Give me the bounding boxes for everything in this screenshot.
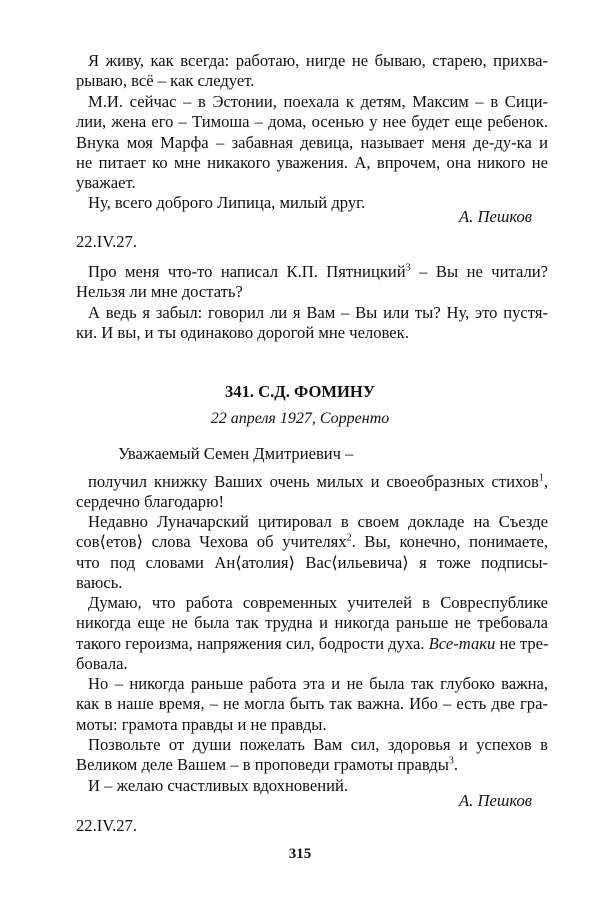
text-line: Но – никогда раньше работа эта и не была так глубоко важна,	[88, 674, 548, 693]
paragraph	[76, 735, 548, 776]
text-line: Позвольте от души пожелать Вам сил, здоровья и успехов в	[88, 735, 548, 754]
text-line: Нельзя ли мне достать?	[76, 282, 243, 302]
text-line: лии, жена его – Тимоша – дома, осенью у нее будет еще ребенок.	[76, 112, 548, 132]
text-line: никогда еще не была так трудна и никогда раньше не требовала	[76, 613, 548, 633]
text-line: как в наше время, – не могла быть так важна. Ибо – есть две гра-	[76, 694, 548, 714]
text-line: уважает.	[76, 173, 136, 193]
paragraph	[76, 593, 548, 674]
footnote-marker: 1	[538, 472, 544, 484]
text-line	[76, 472, 548, 492]
text-line: бовала.	[76, 653, 128, 673]
letter-date: 22.IV.27.	[76, 816, 138, 835]
page-number: 315	[288, 846, 312, 862]
postscript	[76, 303, 548, 344]
footnote-marker: 2	[346, 532, 352, 544]
text-line: Недавно Луначарский цитировал в своем докладе на Съезде	[88, 512, 548, 531]
signature: А. Пешков	[459, 207, 532, 226]
text-fragment: получил книжку Ваших очень милых и своеобразных стихов	[88, 472, 539, 491]
text-fragment: ,	[543, 472, 548, 491]
text-line: Я живу, как всегда: работаю, нигде не бываю, старею, прихва-	[88, 51, 548, 70]
paragraph	[76, 512, 548, 593]
text-fragment: – Вы не читали?	[410, 262, 548, 281]
text-line: моты: грамота правды и не правды.	[76, 714, 327, 734]
text-fragment: сов⟨етов⟩ слова Чехова об учителях	[76, 532, 347, 552]
paragraph	[76, 674, 548, 735]
paragraph	[76, 51, 548, 92]
postscript	[76, 262, 548, 303]
text-line: не питает ко мне никакого уважения. А, впрочем, она никого не	[76, 152, 548, 172]
letter-date: 22.IV.27.	[76, 232, 138, 251]
paragraph	[76, 472, 548, 513]
text-line: М.И. сейчас – в Эстонии, поехала к детям, Максим – в Сици-	[88, 92, 548, 111]
letter-dateline: 22 апреля 1927, Сорренто	[210, 410, 390, 427]
text-line: Уважаемый Семен Дмитриевич –	[118, 444, 354, 463]
text-line	[76, 634, 548, 654]
text-fragment: .	[453, 755, 459, 775]
text-line: А ведь я забыл: говорил ли я Вам – Вы или ты? Ну, это пустя-	[88, 303, 548, 322]
text-line: что под словами Ан⟨атолия⟩ Вас⟨ильевича⟩ я тоже подписы-	[76, 552, 548, 572]
letter-heading: 341. С.Д. ФОМИНУ	[224, 382, 376, 401]
text-line	[76, 262, 548, 282]
text-fragment: Про меня что-то написал К.П. Пятницкий	[88, 262, 406, 281]
text-fragment: . Вы, конечно, понимаете,	[351, 532, 548, 552]
footnote-marker: 3	[448, 755, 454, 767]
text-line: И – желаю счастливых вдохновений.	[88, 776, 349, 795]
text-fragment: такого героизма, напряжения сил, бодрости духа.	[76, 633, 429, 653]
salutation	[76, 444, 548, 464]
text-line: ки. И вы, и ты одинаково дорогой мне человек.	[76, 323, 409, 343]
text-line: рываю, всё – как следует.	[76, 71, 255, 91]
paragraph	[76, 92, 548, 193]
footnote-marker: 3	[405, 262, 411, 274]
text-line: ваюсь.	[76, 572, 123, 592]
text-line: Думаю, что работа современных учителей в Совреспублике	[88, 593, 548, 612]
text-line: Ну, всего доброго Липица, милый друг.	[88, 193, 366, 212]
text-line: сердечно благодарю!	[76, 492, 224, 512]
signature: А. Пешков	[459, 791, 532, 810]
text-fragment: не тре-	[495, 633, 549, 653]
text-line: Внука моя Марфа – забавная девица, называет меня де-ду-ка и	[76, 132, 548, 152]
text-line	[76, 755, 548, 775]
emphasis: Все-таки	[428, 633, 496, 653]
text-fragment: Великом деле Вашем – в проповеди грамоты правды	[76, 755, 449, 775]
text-line	[76, 532, 548, 552]
